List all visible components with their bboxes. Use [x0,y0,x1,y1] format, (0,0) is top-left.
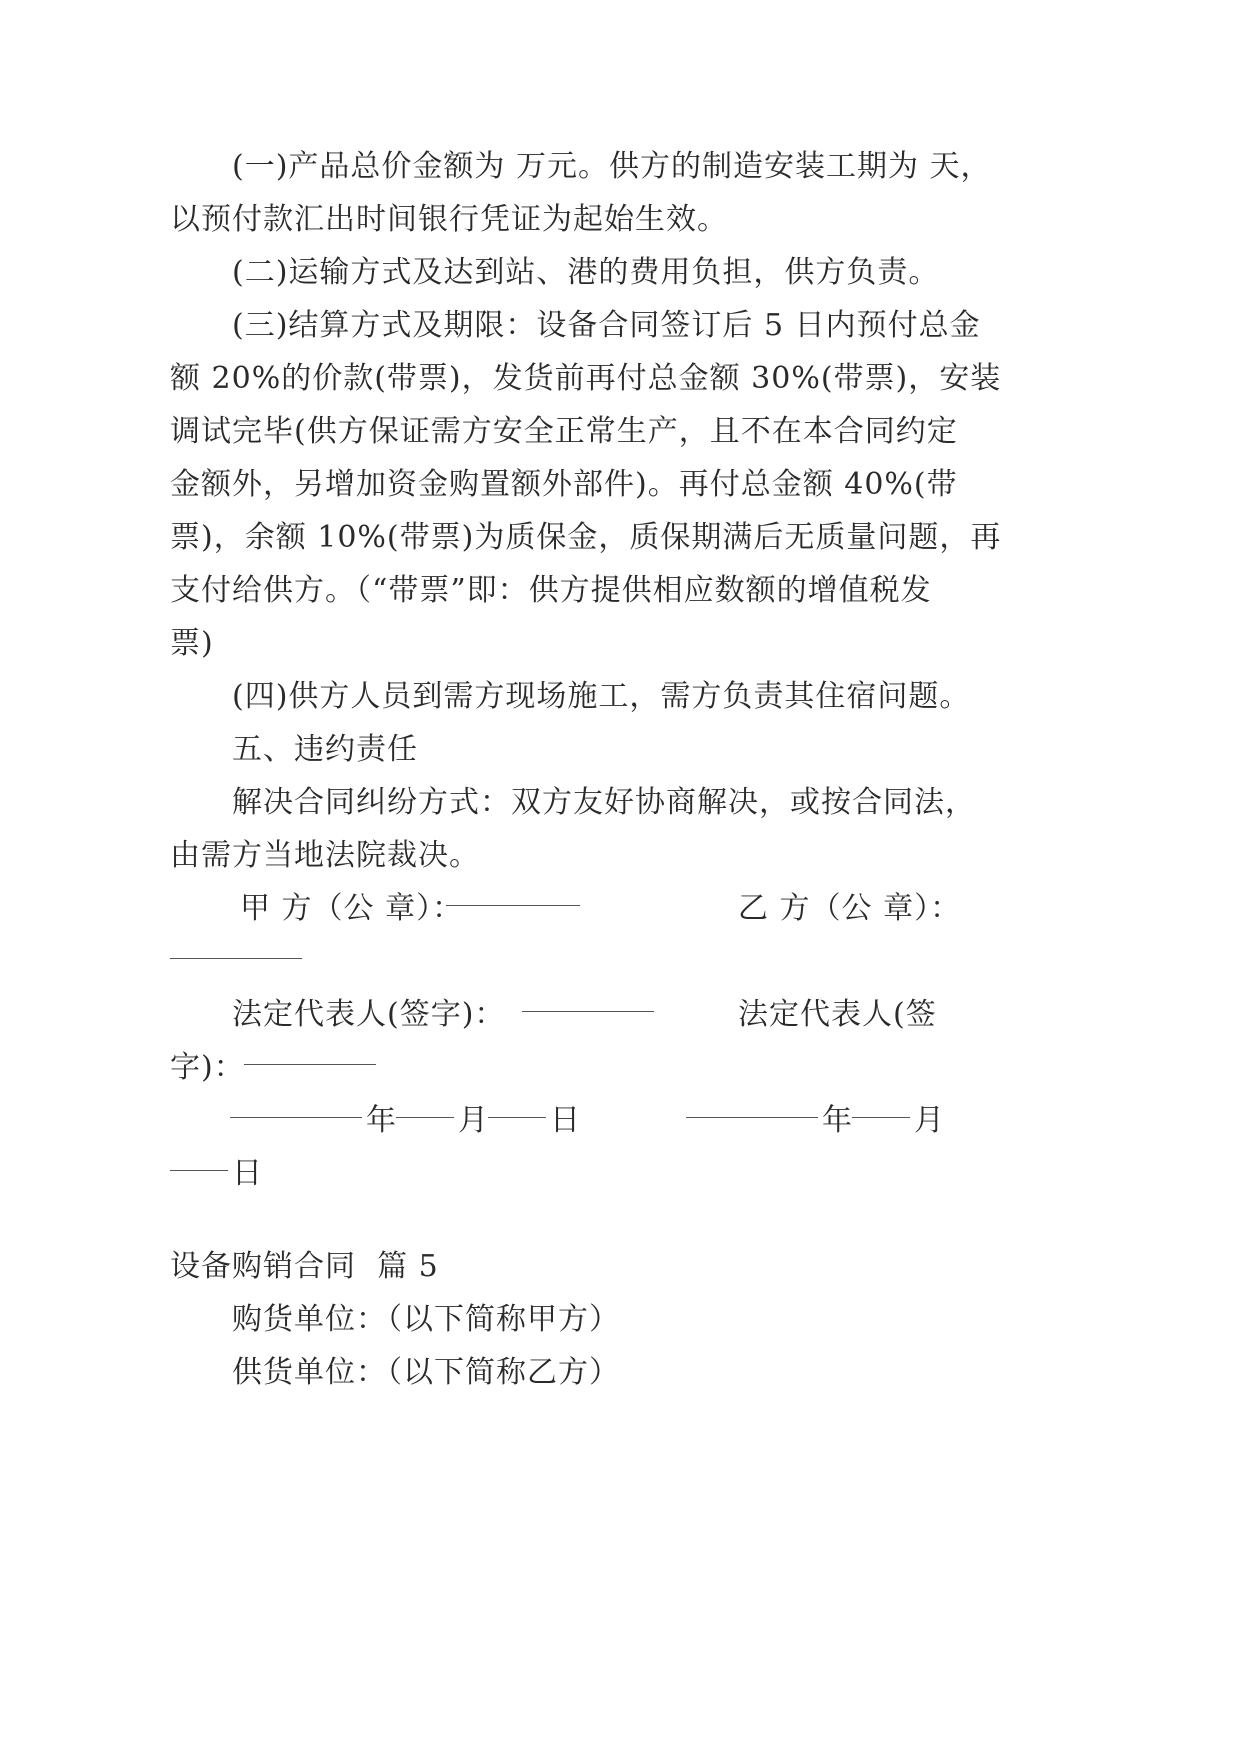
date-a-month-blank [396,1115,454,1118]
rep-b-blank [244,1062,376,1065]
clause-4: (四)供方人员到需方现场施工，需方负责其住宿问题。 [232,679,971,714]
rep-a-blank [522,1009,654,1012]
date-b-month-label: 月 [914,1103,945,1138]
clause-3-line-6: 支付给供方。（“带票”即：供方提供相应数额的增值税发 [170,573,932,608]
date-a-year-label: 年 [366,1103,397,1138]
rep-a-label: 法定代表人(签字)： [232,997,506,1032]
dispute-line-1: 解决合同纠纷方式：双方友好协商解决，或按合同法， [232,785,976,820]
dispute-line-2: 由需方当地法院裁决。 [170,838,480,873]
clause-2: (二)运输方式及达到站、港的费用负担，供方负责。 [232,255,940,290]
date-b-year-label: 年 [822,1103,853,1138]
buyer-line: 购货单位：（以下简称甲方） [232,1302,620,1337]
rep-b-label-cont: 字)： [170,1050,245,1085]
clause-3-line-3: 调试完毕(供方保证需方安全正常生产，且不在本合同约定 [170,414,958,449]
date-a-month-label: 月 [458,1103,489,1138]
date-a-day-label: 日 [550,1103,581,1138]
rep-b-label: 法定代表人(签 [738,997,937,1032]
date-b-year-blank [686,1115,818,1118]
date-b-month-blank [852,1115,910,1118]
section-5-title: 设备购销合同 篇 5 [170,1249,439,1284]
date-a-year-blank [230,1115,362,1118]
clause-3-line-7: 票) [170,626,214,661]
date-b-day-blank [170,1168,228,1171]
clause-3-line-1: (三)结算方式及期限：设备合同签订后 5 日内预付总金 [232,308,981,343]
party-a-seal-label: 甲 方（公 章）： [240,891,464,926]
clause-3-line-2: 额 20%的价款(带票)，发货前再付总金额 30%(带票)，安装 [170,361,1002,396]
clause-3-line-5: 票)，余额 10%(带票)为质保金，质保期满后无质量问题，再 [170,520,1002,555]
party-b-seal-blank [170,956,302,959]
section-heading-breach: 五、违约责任 [232,732,418,767]
clause-1-line-2: 以预付款汇出时间银行凭证为起始生效。 [170,202,728,237]
date-b-day-label: 日 [232,1156,263,1191]
party-b-seal-label: 乙 方（公 章）： [738,891,962,926]
clause-3-line-4: 金额外，另增加资金购置额外部件)。再付总金额 40%(带 [170,467,958,502]
party-a-seal-blank [446,903,580,906]
supplier-line: 供货单位：（以下简称乙方） [232,1355,620,1390]
date-a-day-blank [488,1115,546,1118]
clause-1-line-1: (一)产品总价金额为 万元。供方的制造安装工期为 天， [232,149,992,184]
